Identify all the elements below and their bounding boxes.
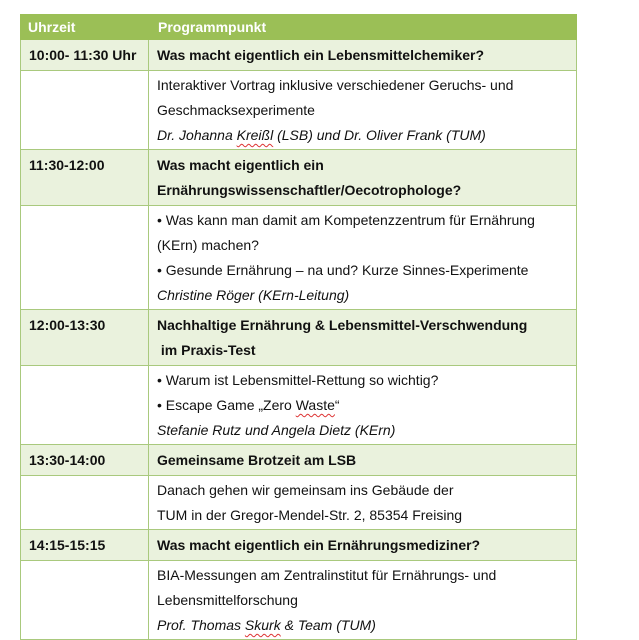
session-detail-row: [20, 476, 577, 530]
session-details: BIA-Messungen am Zentralinstitut für Ernährungs- und Lebensmittelforschung Prof. Thomas Skurk & Team (TUM): [149, 561, 577, 639]
session-time: 14:15-15:15: [20, 530, 149, 560]
session-title: Gemeinsame Brotzeit am LSB: [149, 445, 577, 475]
session-details: • Was kann man damit am Kompetenzzentrum für Ernährung (KErn) machen? • Gesunde Ernährung – na und? Kurze Sinnes-Experimente Christine Röger (KErn-Leitung): [149, 206, 577, 309]
session-title: Was macht eigentlich ein Ernährungswissenschaftler/Oecotrophologe?: [149, 150, 577, 205]
session-detail-row: [20, 366, 577, 445]
session-speakers: Christine Röger (KErn-Leitung): [157, 287, 350, 303]
session-time: 10:00- 11:30 Uhr: [20, 40, 149, 70]
session-speakers: Stefanie Rutz und Angela Dietz (KErn): [157, 422, 396, 438]
session-title-row: [20, 530, 577, 561]
session-details: Interaktiver Vortrag inklusive verschiedener Geruchs- und Geschmacksexperimente Dr. Johanna Kreißl (LSB) und Dr. Oliver Frank (TUM): [149, 71, 577, 149]
session-title: Was macht eigentlich ein Ernährungsmediziner?: [149, 530, 577, 560]
session-details: Danach gehen wir gemeinsam ins Gebäude der TUM in der Gregor-Mendel-Str. 2, 85354 Freising: [149, 476, 577, 529]
session-details: • Warum ist Lebensmittel-Rettung so wichtig? • Escape Game „Zero Waste“ Stefanie Rutz und Angela Dietz (KErn): [149, 366, 577, 444]
session-detail-row: [20, 71, 577, 150]
session-title-row: [20, 310, 577, 366]
session-time: 13:30-14:00: [20, 445, 149, 475]
session-title: Nachhaltige Ernährung & Lebensmittel-Verschwendung im Praxis-Test: [149, 310, 577, 365]
session-speakers: Prof. Thomas Skurk & Team (TUM): [157, 617, 376, 633]
session-title-row: [20, 445, 577, 476]
session-time: 11:30-12:00: [20, 150, 149, 205]
table-header: [20, 14, 577, 40]
session-time: 12:00-13:30: [20, 310, 149, 365]
header-time: Uhrzeit: [28, 19, 76, 35]
session-speakers: Dr. Johanna Kreißl (LSB) und Dr. Oliver Frank (TUM): [157, 127, 486, 143]
session-title: Was macht eigentlich ein Lebensmittelchemiker?: [149, 40, 577, 70]
schedule-table: [20, 14, 577, 640]
session-title-row: [20, 40, 577, 71]
session-detail-row: [20, 561, 577, 640]
header-program: Programmpunkt: [158, 19, 267, 35]
session-detail-row: [20, 206, 577, 310]
session-title-row: [20, 150, 577, 206]
